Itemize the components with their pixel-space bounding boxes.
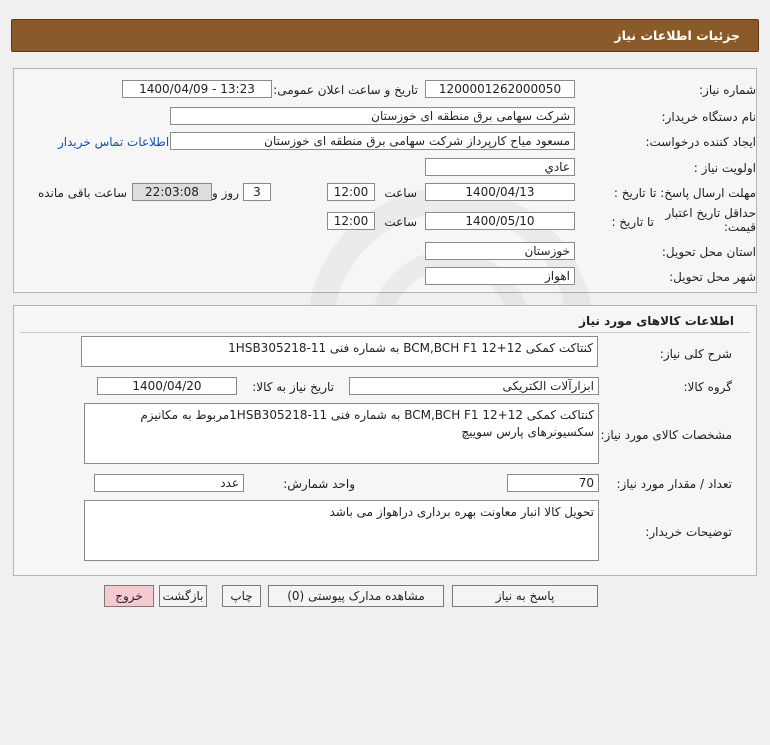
goods-section-title: اطلاعات کالاهای مورد نیاز: [579, 314, 734, 328]
need-number-field: 1200001262000050: [425, 80, 575, 98]
priority-field: عادي: [425, 158, 575, 176]
unit-label: واحد شمارش:: [283, 477, 355, 491]
need-date-field: 1400/04/20: [97, 377, 237, 395]
buyer-org-label: نام دستگاه خریدار:: [661, 110, 756, 124]
price-validity-date: 1400/05/10: [425, 212, 575, 230]
goods-spec-label: مشخصات کالای مورد نیاز:: [600, 428, 732, 442]
reply-deadline-time: 12:00: [327, 183, 375, 201]
price-validity-to-label: تا تاریخ :: [611, 215, 654, 229]
exit-button[interactable]: خروج: [104, 585, 154, 607]
goods-group-label: گروه کالا:: [683, 380, 732, 394]
buyer-org-field: شرکت سهامی برق منطقه ای خوزستان: [170, 107, 575, 125]
price-validity-label-line2: قیمت:: [723, 220, 756, 234]
print-button[interactable]: چاپ: [222, 585, 261, 607]
reply-to-need-button[interactable]: پاسخ به نیاز: [452, 585, 598, 607]
page-title: جزئیات اطلاعات نیاز: [614, 28, 740, 43]
price-validity-label-line1: حداقل تاریخ اعتبار: [665, 206, 756, 220]
buyer-notes-field: تحویل کالا انبار معاونت بهره برداری دراهواز می باشد: [84, 500, 599, 561]
quantity-field: 70: [507, 474, 599, 492]
price-validity-time: 12:00: [327, 212, 375, 230]
need-date-label: تاریخ نیاز به کالا:: [252, 380, 334, 394]
goods-group-field: ابزارآلات الکتریکی: [349, 377, 599, 395]
remaining-time-field: 22:03:08: [132, 183, 212, 201]
section-divider: [20, 332, 750, 333]
request-creator-label: ایجاد کننده درخواست:: [645, 135, 756, 149]
reply-deadline-label: مهلت ارسال پاسخ: تا تاریخ :: [613, 186, 756, 200]
need-details-panel: [13, 68, 757, 293]
reply-deadline-time-label: ساعت: [384, 186, 417, 200]
general-desc-label: شرح کلی نیاز:: [659, 347, 732, 361]
reply-deadline-date: 1400/04/13: [425, 183, 575, 201]
priority-label: اولویت نیاز :: [693, 161, 756, 175]
unit-field: عدد: [94, 474, 244, 492]
delivery-city-field: اهواز: [425, 267, 575, 285]
remaining-days-label: روز و: [212, 186, 239, 200]
buyer-contact-link[interactable]: اطلاعات تماس خریدار: [58, 135, 170, 149]
announce-datetime-field: 1400/04/09 - 13:23: [122, 80, 272, 98]
remaining-time-label: ساعت باقی مانده: [37, 186, 127, 200]
quantity-label: تعداد / مقدار مورد نیاز:: [616, 477, 732, 491]
price-validity-time-label: ساعت: [384, 215, 417, 229]
request-creator-field: مسعود میاح کارپرداز شرکت سهامی برق منطقه ای خوزستان: [170, 132, 575, 150]
delivery-province-label: استان محل تحویل:: [661, 245, 756, 259]
general-desc-field: کنتاکت کمکی BCM,BCH F1 12+12 به شماره فنی 1HSB305218-11: [81, 336, 598, 367]
remaining-days-field: 3: [243, 183, 271, 201]
buyer-notes-label: توضیحات خریدار:: [645, 525, 732, 539]
delivery-city-label: شهر محل تحویل:: [669, 270, 756, 284]
back-button[interactable]: بازگشت: [159, 585, 207, 607]
delivery-province-field: خوزستان: [425, 242, 575, 260]
goods-spec-field: کنتاکت کمکی BCM,BCH F1 12+12 به شماره فنی 1HSB305218-11مربوط به مکانیزم سکسیونرهای پارس سوییچ: [84, 403, 599, 464]
view-attachments-button[interactable]: مشاهده مدارک پیوستی (0): [268, 585, 444, 607]
need-number-label: شماره نیاز:: [699, 83, 756, 97]
announce-datetime-label: تاریخ و ساعت اعلان عمومی:: [273, 83, 418, 97]
page-header: [11, 19, 759, 52]
